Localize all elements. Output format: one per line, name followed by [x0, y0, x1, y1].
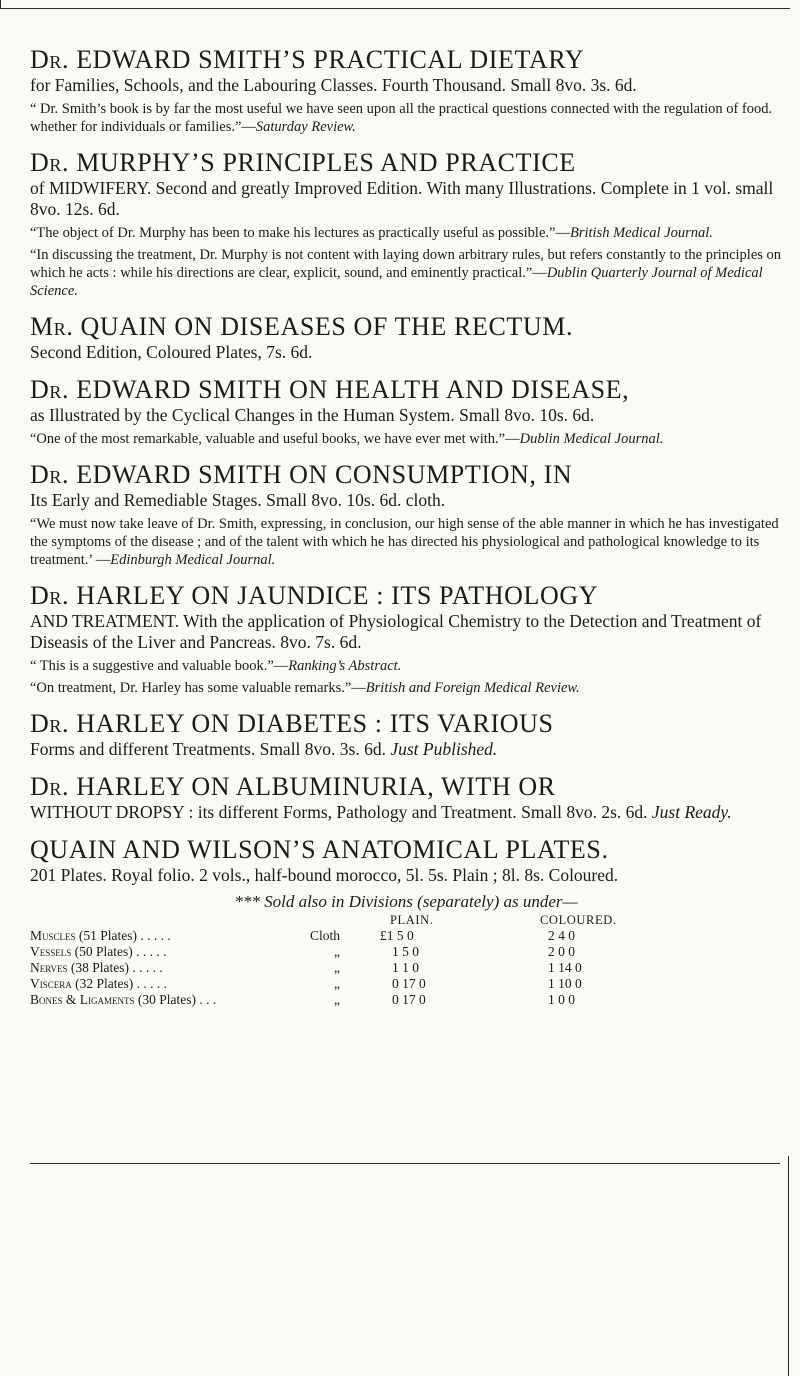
book-description: [30, 739, 782, 760]
table-row: Viscera (32 Plates) . . . . . „ 0 17 0 1 10 0: [30, 976, 670, 992]
division-name: Viscera: [30, 976, 72, 991]
description-text: WITHOUT DROPSY : its different Forms, Pathology and Treatment. Small 8vo. 2s. 6d.: [30, 802, 648, 822]
coloured-header: COLOURED.: [540, 913, 617, 927]
quote-text: “The object of Dr. Murphy has been to make his lectures as practically useful as possible.”—: [30, 225, 570, 241]
coloured-price: 2 4 0: [548, 928, 575, 943]
book-heading: [30, 312, 782, 342]
price-table-header: [30, 912, 670, 928]
heading-prefix: Dr.: [30, 148, 70, 177]
book-heading: [30, 45, 782, 75]
book-entry: [30, 460, 782, 569]
quote-text: “In discussing the treatment, Dr. Murphy is not content with laying down arbitrary rules, but refers constantly to the principles on which he acts : while his directions are clear, explicit, sound, and eminently practical.”—: [30, 247, 782, 281]
review-quote: [30, 515, 782, 569]
catalogue-page: [30, 45, 782, 1008]
book-entry: [30, 148, 782, 300]
table-row: Nerves (38 Plates) . . . . . „ 1 1 0 1 14 0: [30, 960, 670, 976]
plate-count: (32 Plates): [75, 976, 134, 991]
divisions-note: *** Sold also in Divisions (separately) as under—: [234, 892, 578, 911]
division-name: Nerves: [30, 960, 68, 975]
book-heading: [30, 772, 782, 802]
heading-title: HARLEY ON JAUNDICE : ITS PATHOLOGY: [76, 581, 599, 610]
book-heading: [30, 375, 782, 405]
plain-header: PLAIN.: [390, 913, 434, 927]
table-row: Muscles (51 Plates) . . . . . Cloth £1 5 0 2 4 0: [30, 928, 670, 944]
book-description: [30, 802, 782, 823]
heading-title: MURPHY’S PRINCIPLES AND PRACTICE: [76, 148, 576, 177]
plate-count: (50 Plates): [74, 944, 133, 959]
heading-title: EDWARD SMITH ON HEALTH AND DISEASE,: [76, 375, 630, 404]
book-description: Its Early and Remediable Stages. Small 8vo. 10s. 6d. cloth.: [30, 490, 446, 510]
book-description: AND TREATMENT. With the application of Physiological Chemistry to the Detection and Treatment of Diseasis of the Liver and Pancreas. 8vo. 7s. 6d.: [30, 611, 762, 652]
plain-price: 1 1 0: [392, 960, 419, 975]
binding: „: [334, 976, 340, 991]
heading-title: QUAIN AND WILSON’S ANATOMICAL PLATES.: [30, 835, 609, 864]
book-entry: [30, 581, 782, 697]
book-entry: [30, 772, 782, 823]
book-entry: [30, 45, 782, 136]
book-heading: [30, 709, 782, 739]
bottom-rule: [30, 1163, 780, 1164]
book-heading: [30, 835, 782, 865]
plain-price: 0 17 0: [392, 976, 426, 991]
book-description: of MIDWIFERY. Second and greatly Improved Edition. With many Illustrations. Complete in 1 vol. small 8vo. 12s. 6d.: [30, 178, 774, 219]
review-quote: [30, 246, 782, 300]
border-right: [788, 1156, 789, 1376]
plain-price: £1 5 0: [380, 928, 414, 943]
table-row: Vessels (50 Plates) . . . . . „ 1 5 0 2 0 0: [30, 944, 670, 960]
book-description: Second Edition, Coloured Plates, 7s. 6d.: [30, 342, 313, 362]
coloured-price: 1 10 0: [548, 976, 582, 991]
book-heading: [30, 581, 782, 611]
heading-title: QUAIN ON DISEASES OF THE RECTUM.: [80, 312, 574, 341]
review-quote: [30, 224, 782, 242]
heading-prefix: Dr.: [30, 45, 70, 74]
table-row: Bones & Ligaments (30 Plates) . . . „ 0 17 0 1 0 0: [30, 992, 670, 1008]
book-description: as Illustrated by the Cyclical Changes in the Human System. Small 8vo. 10s. 6d.: [30, 405, 595, 425]
heading-prefix: Dr.: [30, 581, 70, 610]
review-quote: [30, 657, 782, 675]
book-entry: [30, 835, 782, 886]
heading-title: HARLEY ON DIABETES : ITS VARIOUS: [76, 709, 554, 738]
plain-price: 1 5 0: [392, 944, 419, 959]
heading-title: EDWARD SMITH ON CONSUMPTION, IN: [76, 460, 573, 489]
quote-text: “ This is a suggestive and valuable book.”—: [30, 658, 289, 674]
quote-source: Saturday Review.: [255, 119, 356, 135]
quote-source: Edinburgh Medical Journal.: [110, 552, 276, 568]
heading-prefix: Dr.: [30, 772, 70, 801]
quote-text: “One of the most remarkable, valuable and useful books, we have ever met with.”—: [30, 431, 520, 447]
review-quote: [30, 100, 782, 136]
book-entry: [30, 709, 782, 760]
binding: „: [334, 992, 340, 1007]
plate-count: (51 Plates): [78, 928, 138, 943]
heading-prefix: Dr.: [30, 709, 70, 738]
division-name: Vessels: [30, 944, 72, 959]
review-quote: [30, 679, 782, 697]
division-name: Bones & Ligaments: [30, 992, 135, 1007]
review-quote: [30, 430, 782, 448]
division-name: Muscles: [30, 928, 76, 943]
binding: „: [334, 960, 340, 975]
border-left: [0, 0, 1, 8]
book-heading: [30, 148, 782, 178]
price-table: [30, 912, 670, 1008]
book-description: 201 Plates. Royal folio. 2 vols., half-bound morocco, 5l. 5s. Plain ; 8l. 8s. Coloured.: [30, 865, 619, 885]
quote-source: British Medical Journal.: [569, 225, 713, 241]
binding: Cloth: [309, 928, 340, 943]
quote-source: British and Foreign Medical Review.: [365, 680, 580, 696]
book-entry: [30, 312, 782, 363]
plate-count: (30 Plates): [137, 992, 197, 1007]
plain-price: 0 17 0: [392, 992, 426, 1007]
quote-source: Ranking’s Abstract.: [288, 658, 402, 674]
book-entry: [30, 375, 782, 448]
heading-title: HARLEY ON ALBUMINURIA, WITH OR: [76, 772, 556, 801]
heading-title: EDWARD SMITH’S PRACTICAL DIETARY: [76, 45, 585, 74]
quote-source: Dublin Quarterly Journal of Medical Science.: [30, 265, 763, 299]
description-text: Forms and different Treatments. Small 8vo. 3s. 6d.: [30, 739, 386, 759]
book-description: for Families, Schools, and the Labouring Classes. Fourth Thousand. Small 8vo. 3s. 6d.: [30, 75, 637, 95]
heading-prefix: Mr.: [30, 312, 74, 341]
quote-source: Dublin Medical Journal.: [519, 431, 664, 447]
availability-note: Just Published.: [390, 739, 498, 759]
border-top: [0, 8, 790, 9]
coloured-price: 2 0 0: [548, 944, 575, 959]
availability-note: Just Ready.: [651, 802, 732, 822]
heading-prefix: Dr.: [30, 460, 70, 489]
book-heading: [30, 460, 782, 490]
quote-text: “We must now take leave of Dr. Smith, expressing, in conclusion, our high sense of the able manner in which he has investigated the symptoms of the disease ; and of the talent with which he has directed his physiological and pathological knowledge to its treatment.’ —: [30, 516, 779, 568]
quote-text: “ Dr. Smith’s book is by far the most useful we have seen upon all the practical questions connected with the regulation of food. whether for individuals or families.”—: [30, 101, 773, 135]
plate-count: (38 Plates): [70, 960, 130, 975]
binding: „: [334, 944, 340, 959]
coloured-price: 1 0 0: [548, 992, 575, 1007]
quote-text: “On treatment, Dr. Harley has some valuable remarks.”—: [30, 680, 366, 696]
coloured-price: 1 14 0: [548, 960, 582, 975]
heading-prefix: Dr.: [30, 375, 70, 404]
